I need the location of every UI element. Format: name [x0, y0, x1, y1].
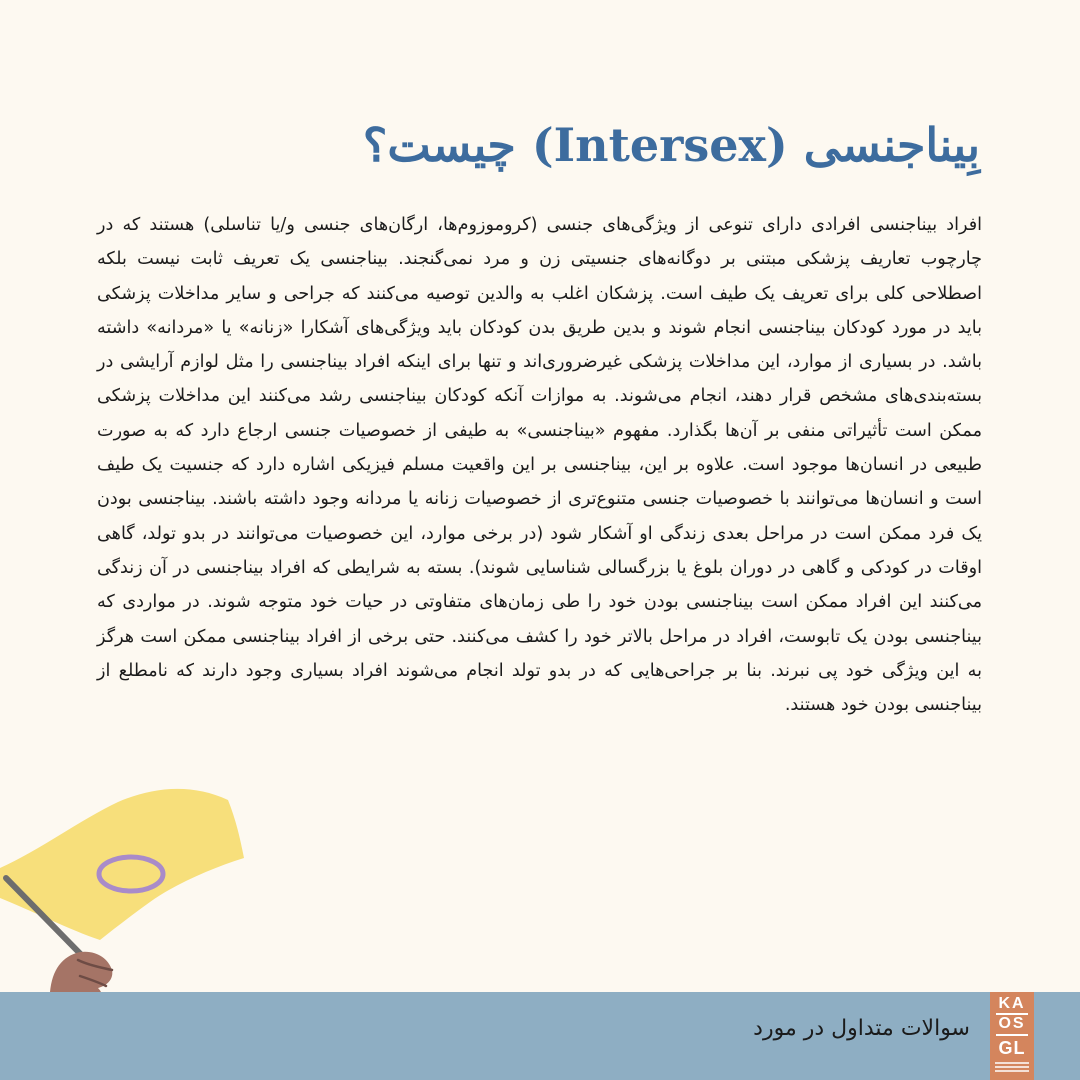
- flag-cloth: [0, 789, 244, 940]
- logo-line-2: OS: [998, 1015, 1026, 1032]
- logo-line-1: KA: [998, 995, 1026, 1012]
- footer-caption: سوالات متداول در مورد: [753, 1016, 970, 1041]
- kaosgl-logo: [990, 992, 1034, 1080]
- page-title: بِیناجنسی (Intersex) چیست؟: [362, 118, 980, 172]
- footer-band: [0, 992, 1080, 1080]
- logo-fine-print: [995, 1062, 1029, 1074]
- logo-line-3: GL: [998, 1038, 1026, 1058]
- body-paragraph: افراد بیناجنسی افرادی دارای تنوعی از ویژگی‌های جنسی (کروموزوم‌ها، ارگان‌های جنسی و/یا تناسلی) هستند که در چارچوب تعاریف پزشکی مبتنی بر دوگانه‌های جنسیتی زن و مرد نمی‌گنجند. بیناجنسی یک تعریف ثابت نیست بلکه اصطلاحی کلی برای تعریف یک طیف است. پزشکان اغلب به والدین توصیه می‌کنند که جراحی و سایر مداخلات پزشکی باید در مورد کودکان بیناجنسی انجام شوند و بدین طریق بدن کودکان باید ویژگی‌های آشکارا «زنانه» یا «مردانه» داشته باشد. در بسیاری از موارد، این مداخلات پزشکی غیرضروری‌اند و تنها برای اینکه افراد بیناجنسی را مثل لوازم آرایشی در بسته‌بندی‌های مشخص قرار دهند، انجام می‌شوند. به موازات آنکه کودکان بیناجنسی رشد می‌کنند این مداخلات پزشکی ممکن است تأثیراتی منفی بر آن‌ها بگذارد. مفهوم «بیناجنسی» به طیفی از خصوصیات جنسی ارجاع دارد که به صورت طبیعی در انسان‌ها موجود است. علاوه بر این، بیناجنسی بر این واقعیت مسلم فیزیکی اشاره دارد که جنسیت یک طیف است و انسان‌ها می‌توانند با خصوصیات جنسی متنوع‌تری از خصوصیات زنانه یا مردانه وجود داشته باشند. بیناجنسی بودن یک فرد ممکن است در مراحل بعدی زندگی او آشکار شود (در برخی موارد، این خصوصیات می‌توانند در بدو تولد، گاهی اوقات در کودکی و گاهی در دوران بلوغ یا بزرگسالی شناسایی شوند). بسته به شرایطی که افراد بیناجنسی در آن زندگی می‌کنند این افراد ممکن است بیناجنسی بودن خود را طی زمان‌های متفاوتی در حیات خود متوجه شوند. در مواردی که بیناجنسی بودن یک تابوست، افراد در مراحل بالاتر خود را کشف می‌کنند. حتی برخی از افراد بیناجنسی ممکن است هرگز به این ویژگی خود پی نبرند. بنا بر جراحی‌هایی که در بدو تولد انجام می‌شوند افراد بسیاری وجود دارند که نامطلع از بیناجنسی بودن خود هستند.: [97, 215, 982, 716]
